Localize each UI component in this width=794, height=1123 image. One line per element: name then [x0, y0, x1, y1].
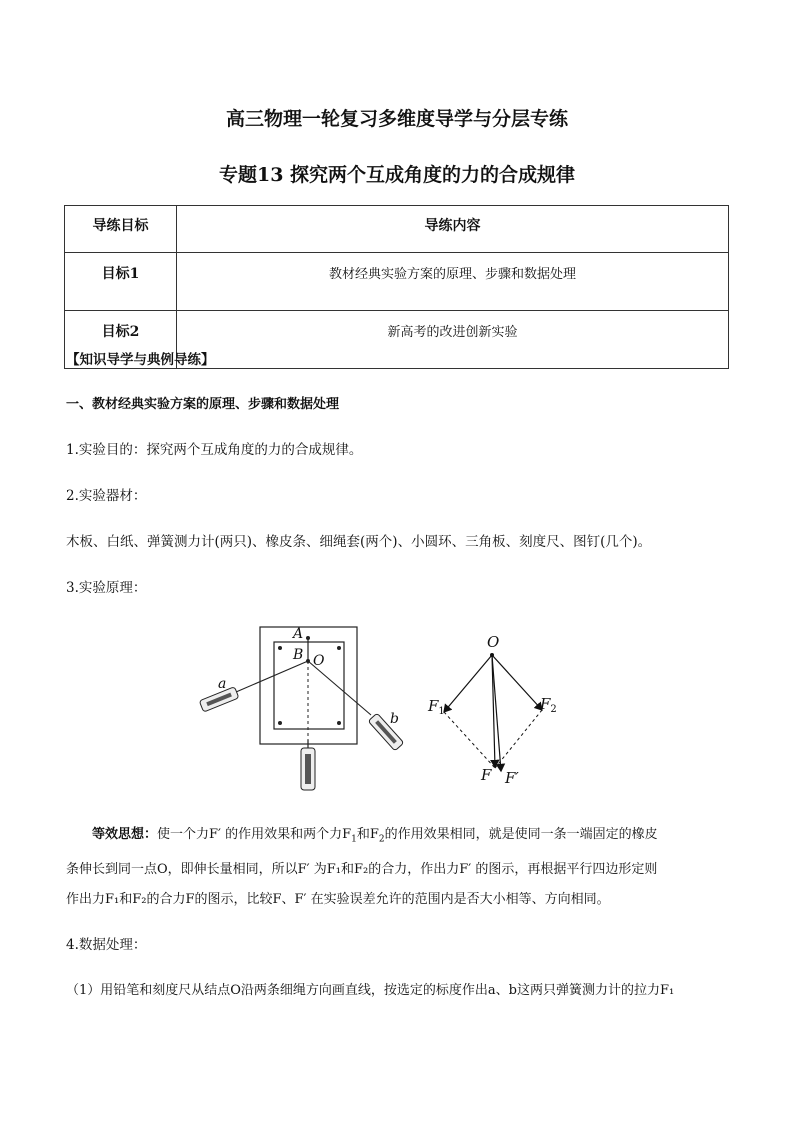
paragraph-line: 等效思想：使一个力F′ 的作用效果和两个力$F_1$和$F_2$的作用效果相同，就是使同一条一端固定的橡皮: [92, 827, 658, 845]
paragraph-line-2: 条伸长到同一点O，即伸长量相同，所以F′ 为F₁和F₂的合力，作出力F′ 的图示，再根据平行四边形定则: [66, 861, 658, 877]
label-a-point: A: [293, 626, 304, 642]
string-a: [236, 661, 308, 692]
string-b: [308, 661, 371, 715]
pin-dot: [337, 721, 341, 725]
label-o: O: [313, 653, 325, 669]
force-f2-arrow: [492, 655, 542, 710]
content-cell: 教材经典实验方案的原理、步骤和数据处理: [177, 253, 729, 311]
label-f2: $F_2$: [540, 695, 557, 715]
pin-dot: [278, 646, 282, 650]
paragraph-text-a: 使一个力F′ 的作用效果和两个力F: [157, 827, 352, 842]
paper-inner: [274, 642, 344, 729]
parallelogram-side: [444, 712, 495, 768]
data-label: 4.数据处理：: [66, 937, 147, 953]
label-f-prime: F′: [505, 769, 519, 787]
header-goal: 导练目标: [65, 206, 177, 253]
label-b-point: B: [293, 647, 304, 663]
paragraph-text-c: 的作用效果相同，就是使同一条一端固定的橡皮: [384, 827, 658, 842]
step-1: （1）用铅笔和刻度尺从结点O沿两条细绳方向画直线，按选定的标度作出a、b这两只弹簧测力计的拉力F₁: [66, 983, 675, 998]
paragraph-lead: 等效思想：: [92, 827, 158, 842]
paragraph-text-b: 和F: [356, 827, 379, 842]
goal-cell: 目标2: [65, 311, 177, 369]
table-header-row: [65, 206, 729, 253]
label-a: a: [218, 676, 227, 692]
goal-cell: 目标1: [65, 253, 177, 311]
pin-dot: [337, 646, 341, 650]
topic-title: 专题13 探究两个互成角度的力的合成规律: [218, 164, 576, 186]
equivalence-paragraph: [66, 820, 734, 915]
paragraph-line-3: 作出力F₁和F₂的合力F的图示，比较F、F′ 在实验误差允许的范围内是否大小相等、方向相同。: [66, 891, 610, 907]
purpose-item: 1.实验目的：探究两个互成角度的力的合成规律。: [66, 442, 363, 458]
pin-dot: [278, 721, 282, 725]
label-o2: O: [487, 633, 500, 651]
equipment-label: 2.实验器材：: [66, 488, 147, 504]
force-f1-arrow: [444, 655, 492, 712]
content-cell: 新高考的改进创新实验: [177, 311, 729, 369]
section-heading: 【知识导学与典例导练】: [66, 352, 215, 368]
label-f1: $F_1$: [428, 697, 445, 717]
experiment-figure: [196, 620, 596, 800]
label-f: F: [481, 766, 492, 784]
header-content: 导练内容: [177, 206, 729, 253]
spring-scale-vertical: [301, 740, 315, 790]
label-b: b: [390, 711, 399, 727]
table-row: [65, 253, 729, 311]
series-title: 高三物理一轮复习多维度导学与分层专练: [225, 108, 568, 130]
subsection-heading: 一、教材经典实验方案的原理、步骤和数据处理: [66, 397, 340, 412]
principle-label: 3.实验原理：: [66, 580, 147, 596]
parallelogram-side: [495, 710, 542, 768]
equipment-list: 木板、白纸、弹簧测力计(两只)、橡皮条、细绳套(两个)、小圆环、三角板、刻度尺、图钉(几个)。: [66, 534, 652, 550]
